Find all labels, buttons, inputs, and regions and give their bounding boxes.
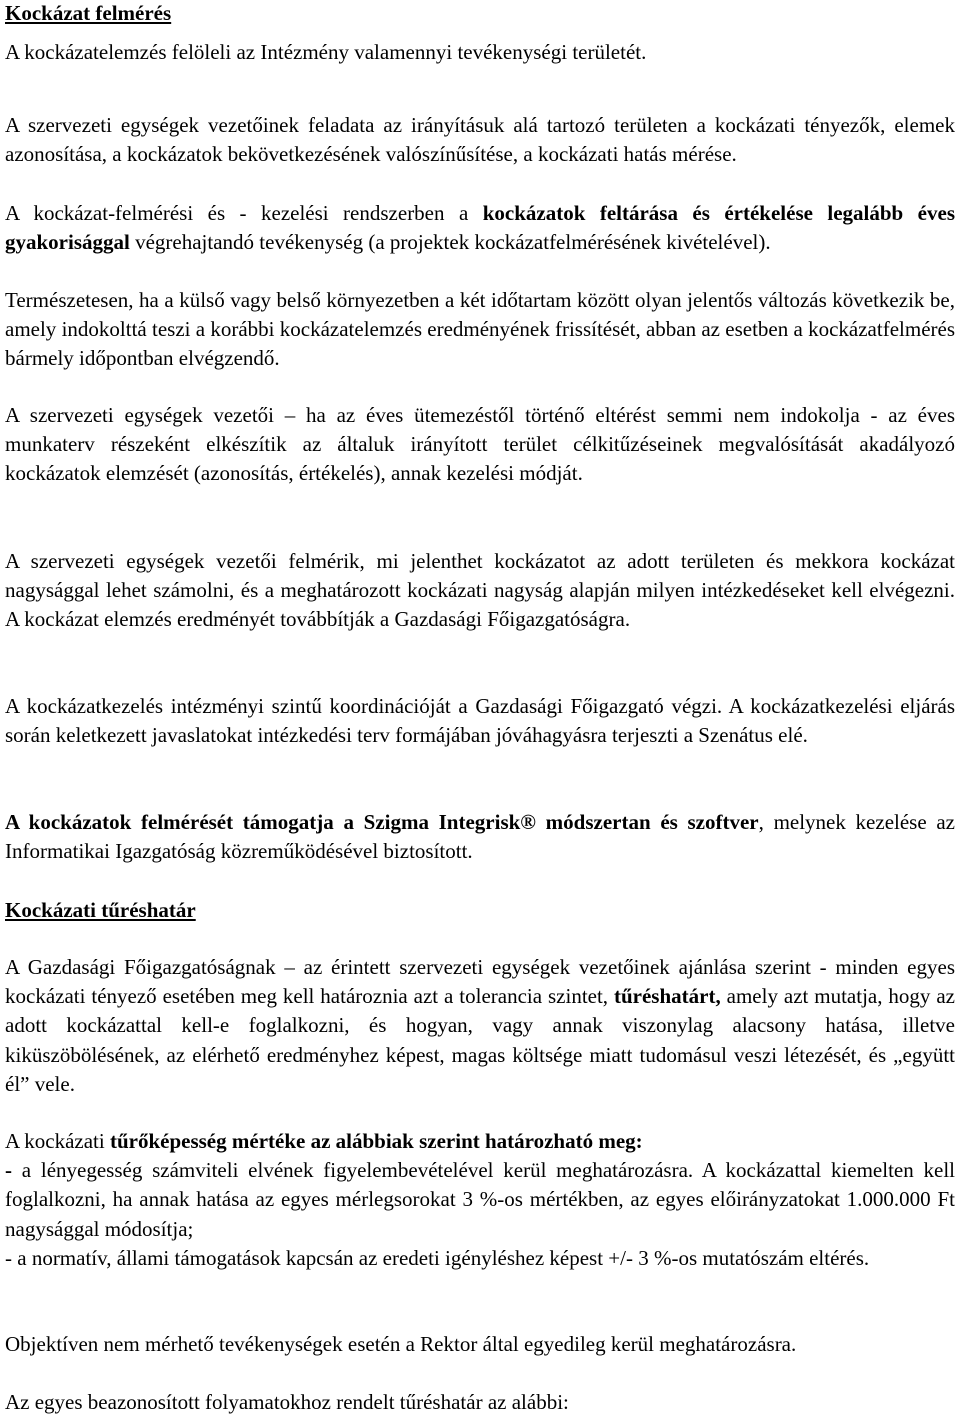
section-heading-tolerance: Kockázati tűréshatár	[5, 898, 196, 922]
paragraph-tolerance	[5, 953, 955, 1099]
paragraph-frequency	[5, 199, 955, 257]
paragraph-unit-leaders-task: A szervezeti egységek vezetőinek feladata az irányításuk alá tartozó területen a kockázati tényezők, elemek azonosítása, a kockázatok bekövetkezésének valószínűsítése, a kockázati hatás mérése.	[5, 113, 955, 167]
paragraph-update: Természetesen, ha a külső vagy belső környezetben a két időtartam között olyan jelentős változás következik be, amely indokolttá teszi a korábbi kockázatelemzés eredményének frissítését, abban az esetben a kockázatfelmérés bármely időpontban elvégzendő.	[5, 288, 955, 371]
frequency-text-1: A kockázat-felmérési és - kezelési rendszerben a	[5, 201, 483, 225]
measure-item-1	[5, 1156, 955, 1244]
measure-item-1-dash: -	[5, 1158, 12, 1183]
paragraph-tolerance-measure	[5, 1127, 955, 1273]
section-heading-risk-assessment: Kockázat felmérés	[5, 1, 172, 25]
software-text: , melynek kezelése az Informatikai Igazgatóság közreműködésével biztosított.	[5, 810, 955, 864]
paragraph-non-measurable: Objektíven nem mérhető tevékenységek esetén a Rektor által egyedileg kerül meghatározásra.	[5, 1332, 797, 1356]
measure-emphasis: tűrőképesség mértéke az alábbiak szerint határozható meg:	[109, 1129, 643, 1153]
tolerance-text-2: amely azt mutatja, hogy az adott kockázattal kell-e foglalkozni, és hogyan, vagy annak viszonylag alacsony hatása, illetve kiküszöbölésének, az elérhető eredményhez képest, magas költsége miatt tudomásul veszi létezését, és „együtt él” vele.	[5, 984, 955, 1096]
tolerance-text-1: A Gazdasági Főigazgatóságnak – az érintett szervezeti egységek vezetőinek ajánlása szerint - minden egyes kockázati tényező esetében meg kell határoznia azt a tolerancia szintet,	[5, 955, 955, 1009]
measure-text-1: A kockázati	[5, 1129, 110, 1153]
paragraph-coordination: A kockázatkezelés intézményi szintű koordinációját a Gazdasági Főigazgató végzi. A kockázatkezelési eljárás során keletkezett javaslatokat intézkedési terv formájában jóváhagyásra terjeszti a Szenátus elé.	[5, 694, 955, 748]
measure-item-1-text: a lényegesség számviteli elvének figyelembevételével kerül meghatározásra. A kockázattal kiemelten kell foglalkozni, ha annak hatása az egyes mérlegsorokat 3 %-os mértékben, az egyes előirányzatokat 1.000.000 Ft nagysággal módosítja;	[5, 1158, 955, 1241]
tolerance-emphasis: tűréshatárt,	[613, 984, 721, 1009]
paragraph-process-tolerance: Az egyes beazonosított folyamatokhoz rendelt tűréshatár az alábbi:	[5, 1390, 569, 1414]
frequency-text-2: végrehajtandó tevékenység (a projektek kockázatfelmérésének kivételével).	[129, 230, 771, 255]
paragraph-scope: A kockázatelemzés felöleli az Intézmény valamennyi tevékenységi területét.	[5, 40, 647, 64]
paragraph-measures: A szervezeti egységek vezetői felmérik, mi jelenthet kockázatot az adott területen és mekkora kockázat nagysággal lehet számolni, és a meghatározott kockázati nagyság alapján milyen intézkedéseket kell elvégezni. A kockázat elemzés eredményét továbbítják a Gazdasági Főigazgatóságra.	[5, 549, 955, 632]
software-emphasis: A kockázatok felmérését támogatja a Szigma Integrisk® módszertan és szoftver	[5, 810, 759, 834]
measure-item-2: - a normatív, állami támogatások kapcsán az eredeti igényléshez képest +/- 3 %-os mutatószám eltérés.	[5, 1245, 870, 1270]
paragraph-annual-plan: A szervezeti egységek vezetői – ha az éves ütemezéstől történő eltérést semmi nem indokolja - az éves munkaterv részeként elkészítik az általuk irányított terület célkitűzéseinek megvalósítását akadályozó kockázatok elemzését (azonosítás, értékelés), annak kezelési módját.	[5, 403, 955, 486]
paragraph-software	[5, 808, 955, 866]
frequency-emphasis: kockázatok feltárása és értékelése legalább éves gyakorisággal	[5, 201, 955, 255]
